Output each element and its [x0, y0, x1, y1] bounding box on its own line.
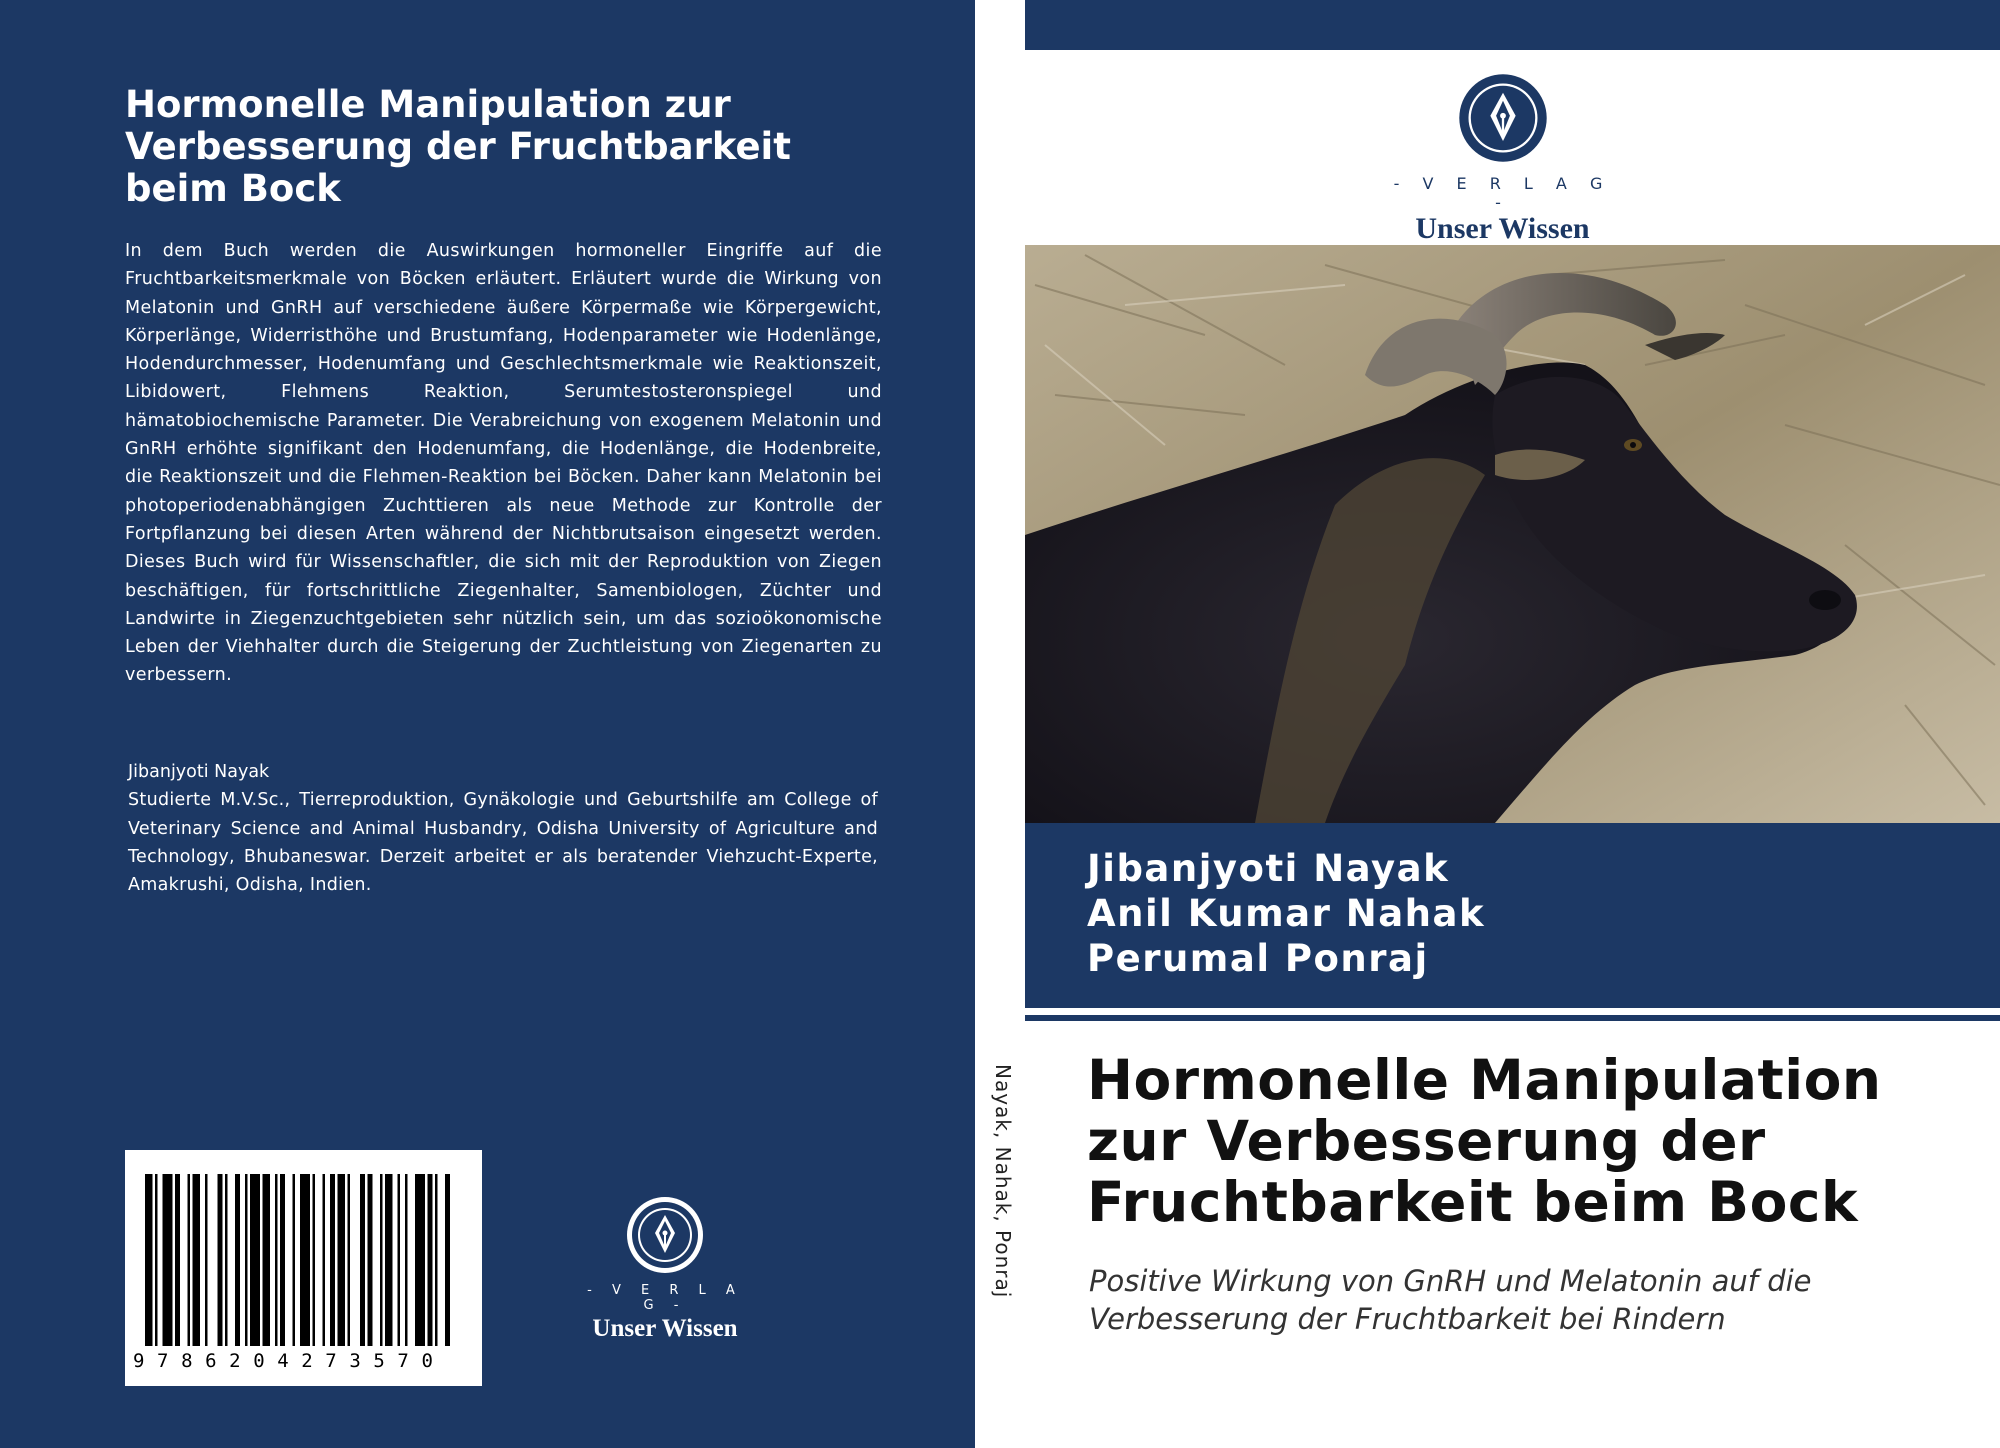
barcode-bars: [145, 1174, 463, 1346]
barcode-bar: [338, 1174, 346, 1346]
cover-photo-goat: [1025, 245, 2000, 823]
barcode-bar: [445, 1174, 450, 1346]
barcode-bar: [435, 1174, 438, 1346]
barcode-bar: [398, 1174, 401, 1346]
barcode-bar: [385, 1174, 393, 1346]
barcode-bar: [293, 1174, 296, 1346]
publisher-logo-back: [575, 1195, 755, 1343]
barcode-bar: [145, 1174, 153, 1346]
spine: [975, 0, 1025, 1448]
barcode-bar: [250, 1174, 260, 1346]
author-bio-text: Studierte M.V.Sc., Tierreproduktion, Gynäkologie und Geburtshilfe am College of Veterinary Science and Animal Husbandry, Odisha University of Agriculture and Technology, Bhubaneswar. Derzeit arbeitet er als beratender Viehzucht-Experte, Amakrushi, Odisha, Indien.: [128, 790, 878, 896]
barcode-bar: [380, 1174, 383, 1346]
divider-rule: [1025, 1015, 2000, 1021]
fountain-pen-icon: [625, 1195, 705, 1275]
back-cover-blurb: In dem Buch werden die Auswirkungen hormoneller Eingriffe auf die Fruchtbarkeitsmerkmale von Böcken erläutert. Erläutert wurde die Wirkung von Melatonin und GnRH auf verschiedene äußere Körpermaße wie Körpergewicht, Körperlänge, Widerristhöhe und Brustumfang, Hodenparameter wie Hodenlänge, Hodendurchmesser, Hodenumfang und Geschlechtsmerkmale wie Reaktionszeit, Libidowert, Flehmens Reaktion, Serumtestosteronspiegel und hämatobiochemische Parameter. Die Verabreichung von exogenem Melatonin und GnRH erhöhte signifikant den Hodenumfang, die Hodenlänge, die Hodenbreite, die Reaktionszeit und die Flehmen-Reaktion bei Böcken. Daher kann Melatonin bei photoperiodenabhängigen Zuchttieren als neue Methode zur Kontrolle der Fortpflanzung bei diesen Arten während der Nichtbrutsaison eingesetzt werden. Dieses Buch wird für Wissenschaftler, die sich mit der Reproduktion von Ziegen beschäftigen, für fortschrittliche Ziegenhalter, Samenbiologen, Züchter und Landwirte in Ziegenzuchtgebieten sehr nützlich sein, um das sozioökonomische Leben der Viehhalter durch die Steigerung der Zuchtleistung von Ziegenarten zu verbessern.: [125, 241, 882, 686]
barcode-bar: [205, 1174, 208, 1346]
back-cover-title: Hormonelle Manipulation zur Verbesserung der Fruchtbarkeit beim Bock: [125, 83, 791, 210]
barcode-bar: [263, 1174, 271, 1346]
authors-band: [1025, 823, 2000, 1008]
author-name: Perumal Ponraj: [1087, 937, 1429, 980]
barcode-bar: [245, 1174, 248, 1346]
author-list: [1087, 846, 1485, 981]
barcode-bar: [193, 1174, 201, 1346]
barcode-bar: [225, 1174, 228, 1346]
front-cover-title: Hormonelle Manipulation zur Verbesserung der Fruchtbarkeit beim Bock: [1087, 1048, 1882, 1234]
author-bio: [128, 758, 878, 899]
barcode-bar: [323, 1174, 326, 1346]
barcode-bar: [235, 1174, 240, 1346]
fountain-pen-icon: [1457, 72, 1549, 164]
isbn-digits: 9786204273570: [133, 1350, 446, 1372]
barcode-bar: [405, 1174, 408, 1346]
barcode-bar: [428, 1174, 433, 1346]
publisher-logo-front: [1390, 72, 1615, 246]
publisher-verlag-label: - V E R L A G -: [1393, 174, 1612, 212]
barcode-bar: [415, 1174, 425, 1346]
publisher-verlag-label: - V E R L A G -: [587, 1283, 743, 1313]
barcode-bar: [155, 1174, 158, 1346]
barcode-bar: [300, 1174, 310, 1346]
barcode-bar: [175, 1174, 180, 1346]
front-top-band: [1025, 0, 2000, 50]
author-name: Anil Kumar Nahak: [1087, 892, 1486, 935]
barcode-bar: [218, 1174, 223, 1346]
barcode-bar: [313, 1174, 316, 1346]
front-cover-subtitle: Positive Wirkung von GnRH und Melatonin auf die Verbesserung der Fruchtbarkeit bei Rindern: [1089, 1264, 1812, 1336]
barcode-bar: [280, 1174, 285, 1346]
barcode-bar: [348, 1174, 351, 1346]
publisher-brand-name: Unser Wissen: [1415, 212, 1590, 245]
barcode-bar: [368, 1174, 373, 1346]
isbn-barcode: [125, 1150, 482, 1386]
author-bio-name: Jibanjyoti Nayak: [128, 762, 270, 782]
publisher-brand-name: Unser Wissen: [592, 1315, 738, 1342]
back-cover: [0, 0, 975, 1448]
barcode-bar: [330, 1174, 335, 1346]
barcode-bar: [360, 1174, 365, 1346]
barcode-bar: [275, 1174, 278, 1346]
barcode-bar: [188, 1174, 191, 1346]
author-name: Jibanjyoti Nayak: [1087, 847, 1450, 890]
barcode-bar: [163, 1174, 173, 1346]
spine-authors: Nayak, Nahak, Ponraj: [991, 1064, 1015, 1299]
